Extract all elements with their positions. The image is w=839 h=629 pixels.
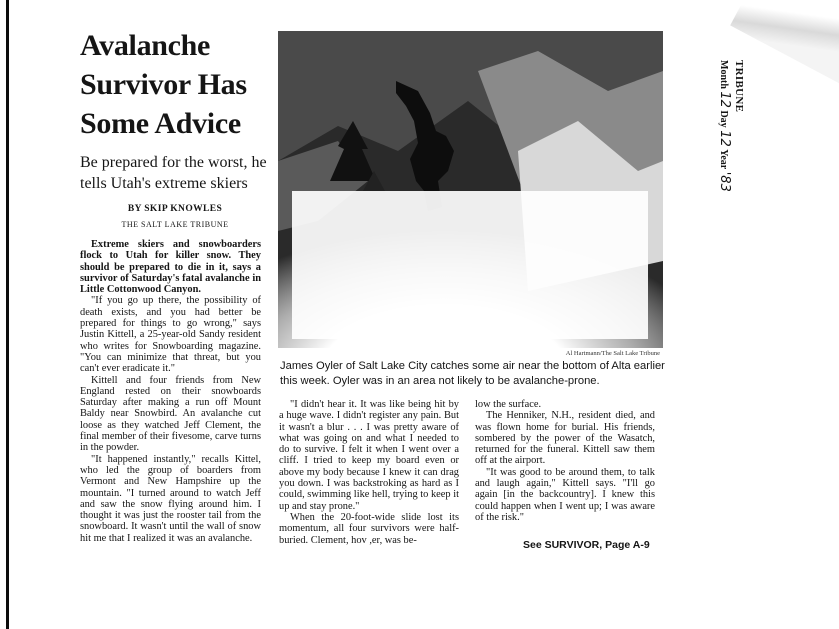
headline: Avalanche Survivor Has Some Advice bbox=[80, 29, 247, 140]
photo bbox=[278, 31, 663, 348]
paragraph: Kittell and four friends from New England rested on their snowboards Saturday after making a run off Mount Baldy near Snowbird. An avalanche cut loose as they watched Jeff Clement, the final member of their fivesome, carve turns in the powder. bbox=[80, 374, 261, 454]
stamp-day: 12 bbox=[717, 130, 732, 147]
paragraph: "I didn't hear it. It was like being hit by a huge wave. I didn't register any pain. But it wasn't a blur . . . I was pretty aware of what was going on and what I needed to do to survive. I felt it when I went over a cliff. I tried to keep my board even or above my body because I knew it can drag you down. I was backstroking as hard as I could, swimming like hell, trying to keep it up and stay prone." bbox=[279, 399, 459, 512]
article-column-3 bbox=[475, 399, 655, 523]
photo-credit: Al Hartmann/The Salt Lake Tribune bbox=[565, 350, 660, 357]
scan-edge bbox=[6, 0, 9, 629]
paragraph: When the 20-foot-wide slide lost its momentum, all four survivors were half-buried. Clement, hov ,er, was be- bbox=[279, 511, 459, 546]
stamp-year-label: Year bbox=[718, 149, 729, 170]
jump-page: Page A-9 bbox=[605, 539, 650, 551]
photo-image bbox=[278, 31, 663, 348]
paragraph: "It happened instantly," recalls Kittel, who led the group of boarders from Vermont and New Hampshire up the mountain. "I turned around to watch Jeff and saw the snow flying around him. I thought it was just the rooster tail from the snowboard. It wasn't until the wall of snow hit me that I realized it was an avalanche. bbox=[80, 453, 261, 544]
deck: Be prepared for the worst, he tells Utah's extreme skiers bbox=[80, 154, 267, 192]
stamp-date bbox=[717, 60, 732, 192]
byline: BY SKIP KNOWLES bbox=[127, 204, 223, 214]
paragraph: Extreme skiers and snowboarders flock to Utah for killer snow. They should be prepared to die in it, says a survivor of Saturday's fatal avalanche in Little Cottonwood Canyon. bbox=[80, 239, 261, 296]
stamp-month: 12 bbox=[717, 91, 732, 108]
jump-line bbox=[523, 539, 650, 551]
page-curl bbox=[730, 0, 839, 86]
paragraph: low the surface. bbox=[475, 399, 542, 410]
photo-caption: James Oyler of Salt Lake City catches some air near the bottom of Alta earlier this week. Oyler was in an area not likely to be avalanche-prone. bbox=[280, 360, 665, 387]
archive-stamp bbox=[717, 60, 745, 240]
source-line: THE SALT LAKE TRIBUNE bbox=[121, 220, 229, 229]
article-column-1 bbox=[80, 239, 261, 544]
paragraph: The Henniker, N.H., resident died, and was flown home for burial. His friends, sombered by the power of the Wasatch, returned for the funeral. Kittell saw them off at the airport. bbox=[475, 410, 655, 467]
article-column-2 bbox=[279, 399, 459, 546]
paragraph: "It was good to be around them, to talk and laugh again," Kittell says. "I'll go again [in the backcountry]. I knew this could happen when I went up; I was aware of the risk." bbox=[475, 466, 655, 523]
jump-label: See SURVIVOR, bbox=[523, 539, 603, 551]
stamp-month-label: Month bbox=[718, 60, 729, 89]
paragraph: "If you go up there, the possibility of death exists, and you had better be prepared for things to go wrong," says Justin Kittell, a 25-year-old Sandy resident who writes for Snowboarding magazine. "You can minimize that threat, but you can't ever eradicate it." bbox=[80, 295, 261, 375]
stamp-year: '83 bbox=[717, 171, 732, 192]
stamp-title: TRIBUNE bbox=[733, 60, 745, 113]
stamp-day-label: Day bbox=[718, 110, 729, 128]
